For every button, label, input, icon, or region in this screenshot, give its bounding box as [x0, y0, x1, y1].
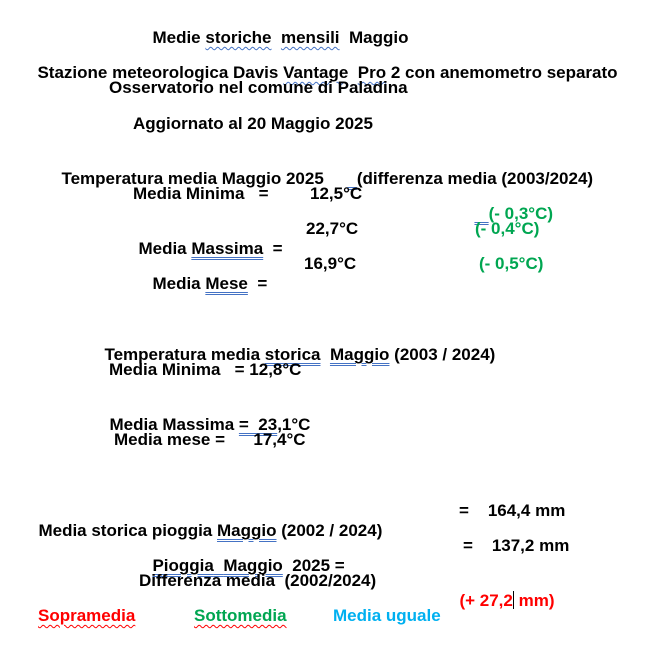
rain-current-suffix: 2025 =	[282, 556, 345, 575]
historical-min: Media Minima = 12,8°C	[109, 360, 302, 379]
current-mese-diff: (- 0,5°C)	[479, 254, 544, 273]
historical-heading-suffix: (2003 / 2024)	[389, 345, 496, 364]
rain-hist-label	[29, 501, 382, 541]
updated-line: Aggiornato al 20 Maggio 2025	[133, 114, 373, 133]
legend-below: Sottomedia	[194, 606, 287, 625]
title-prefix: Medie	[152, 28, 206, 47]
historical-max	[100, 395, 310, 435]
current-min-diff-value: (- 0,3°C)	[488, 204, 554, 223]
current-mese-label-prefix: Media	[152, 274, 206, 293]
station-prefix: Stazione meteorologica Davis	[37, 63, 284, 82]
rain-hist-value: = 164,4 mm	[459, 501, 566, 520]
rain-hist-word: Maggio	[217, 521, 277, 540]
legend-equal: Media uguale	[333, 606, 441, 625]
current-max-label-prefix: Media	[138, 239, 192, 258]
historical-heading-maggio: Maggio	[329, 345, 390, 364]
historical-max-suffix: ,1°C	[277, 415, 311, 434]
observatory-line: Osservatorio nel comune di Paladina	[109, 78, 408, 97]
rain-current-value: = 137,2 mm	[463, 536, 570, 555]
historical-mese: Media mese = 17,4°C	[114, 430, 306, 449]
current-min-diff	[465, 184, 553, 224]
historical-heading	[95, 325, 495, 365]
historical-max-prefix: Media Massima	[109, 415, 239, 434]
current-max-label-word: Massima	[191, 239, 264, 258]
station-word-pro: Pro	[357, 63, 387, 82]
rain-hist-prefix: Media storica pioggia	[38, 521, 217, 540]
rain-current-word2: Maggio	[223, 556, 283, 575]
rain-diff-value-b: mm)	[513, 591, 555, 610]
title-word-mensili: mensili	[280, 28, 340, 47]
current-heading-suffix: (differenza media (2003/2024)	[356, 169, 594, 188]
rain-diff-value	[450, 571, 554, 611]
historical-heading-gap	[321, 345, 330, 364]
current-max-label-suffix: =	[263, 239, 283, 258]
historical-heading-prefix: Temperatura media	[104, 345, 265, 364]
current-mese-label-word: Mese	[205, 274, 248, 293]
current-mese-label	[143, 254, 267, 294]
rain-current-word1: Pioggia	[152, 556, 214, 575]
historical-max-underlined: = 23	[238, 415, 278, 434]
page-title	[143, 8, 409, 48]
rain-hist-suffix: (2002 / 2024)	[276, 521, 383, 540]
station-line	[28, 43, 618, 83]
current-heading-prefix: Temperatura media Maggio 2025	[61, 169, 348, 188]
title-suffix: Maggio	[339, 28, 409, 47]
station-word-vantage: Vantage	[283, 63, 349, 82]
historical-heading-storica: storica	[264, 345, 321, 364]
station-suffix: 2 con anemometro separato	[386, 63, 618, 82]
legend-above: Sopramedia	[38, 606, 136, 625]
current-max-diff: (- 0,4°C)	[475, 219, 540, 238]
current-mese-label-suffix: =	[247, 274, 268, 293]
rain-current-label	[143, 536, 345, 576]
rain-diff-label: Differenza media (2002/2024)	[139, 571, 377, 590]
current-min-value: 12,5°C	[310, 184, 363, 203]
title-word-storiche: storiche	[205, 28, 272, 47]
current-heading	[52, 149, 593, 189]
current-mese-value: 16,9°C	[304, 254, 357, 273]
current-min-label: Media Minima =	[133, 184, 269, 203]
rain-diff-value-a: (+ 27,2	[459, 591, 513, 610]
current-max-value: 22,7°C	[306, 219, 359, 238]
current-max-label	[129, 219, 283, 259]
